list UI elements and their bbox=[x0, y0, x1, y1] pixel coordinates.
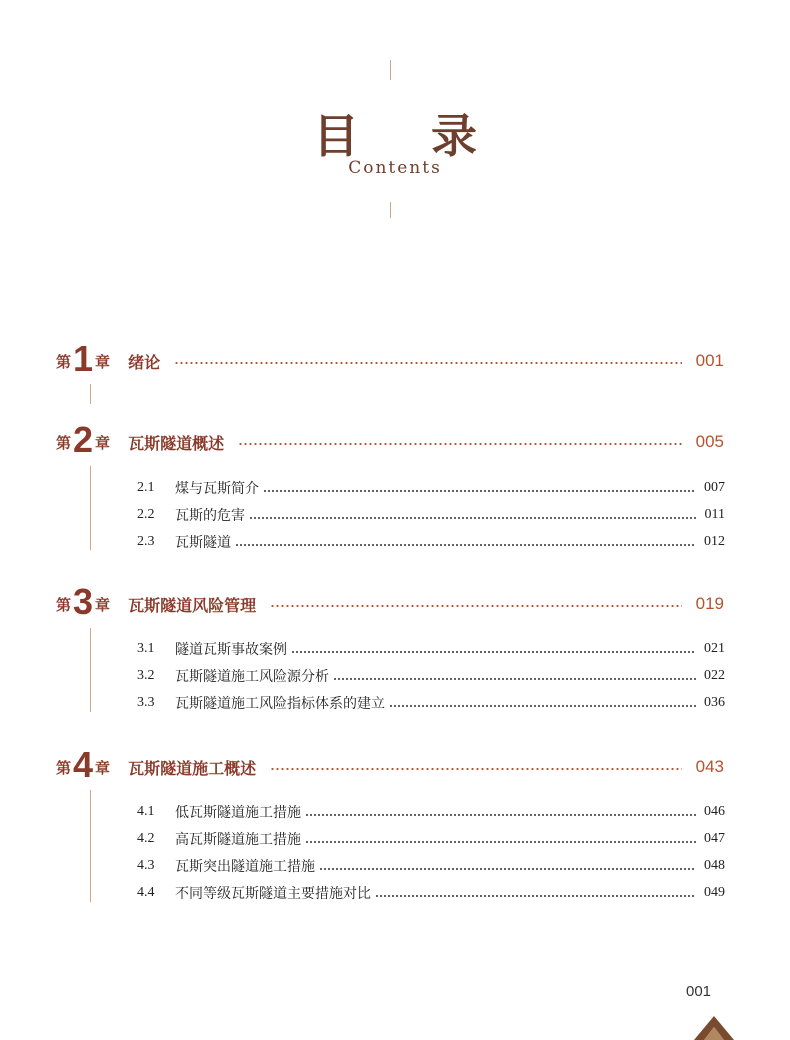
chapter-page: 005 bbox=[695, 432, 724, 451]
chapter-prefix: 第 bbox=[56, 595, 72, 614]
section-number: 3.3 bbox=[137, 695, 155, 710]
chapter-suffix: 章 bbox=[95, 595, 111, 614]
leader-dots bbox=[174, 362, 682, 364]
section-number: 4.3 bbox=[137, 858, 155, 873]
section-page: 021 bbox=[704, 641, 725, 656]
section-title: 低瓦斯隧道施工措施 bbox=[175, 805, 301, 821]
section-page: 007 bbox=[704, 480, 725, 495]
section-entry[interactable] bbox=[137, 800, 725, 824]
section-page: 022 bbox=[704, 668, 725, 683]
chapter-section-line bbox=[90, 466, 91, 550]
chapter-title: 瓦斯隧道概述 bbox=[128, 433, 225, 453]
section-page: 036 bbox=[704, 695, 725, 710]
section-entry[interactable] bbox=[137, 691, 725, 715]
section-title: 不同等级瓦斯隧道主要措施对比 bbox=[175, 886, 371, 902]
section-entry[interactable] bbox=[137, 827, 725, 851]
title-top-divider bbox=[390, 60, 391, 80]
section-page: 012 bbox=[704, 534, 725, 549]
chapter-section-line bbox=[90, 628, 91, 712]
section-number: 4.4 bbox=[137, 885, 155, 900]
chapter-entry[interactable] bbox=[56, 581, 724, 623]
chapter-number: 3 bbox=[73, 581, 94, 622]
section-title: 隧道瓦斯事故案例 bbox=[175, 642, 287, 658]
section-title: 瓦斯突出隧道施工措施 bbox=[175, 859, 315, 875]
chapter-page: 019 bbox=[695, 594, 724, 613]
section-title: 煤与瓦斯简介 bbox=[175, 481, 259, 497]
leader-dots bbox=[305, 841, 696, 843]
section-number: 2.1 bbox=[137, 480, 155, 495]
leader-dots bbox=[305, 814, 696, 816]
page-subtitle: Contents bbox=[348, 158, 442, 178]
section-page: 046 bbox=[704, 804, 725, 819]
leader-dots bbox=[291, 651, 696, 653]
chapter-suffix: 章 bbox=[95, 433, 111, 452]
section-entry[interactable] bbox=[137, 476, 725, 500]
section-title: 瓦斯的危害 bbox=[175, 508, 245, 524]
chapter-suffix: 章 bbox=[95, 758, 111, 777]
page-number: 001 bbox=[686, 983, 712, 1000]
section-number: 2.2 bbox=[137, 507, 155, 522]
leader-dots bbox=[238, 443, 682, 445]
leader-dots bbox=[319, 868, 696, 870]
section-entry[interactable] bbox=[137, 530, 725, 554]
leader-dots bbox=[270, 768, 682, 770]
section-page: 011 bbox=[704, 507, 725, 522]
section-title: 瓦斯隧道 bbox=[175, 535, 231, 551]
section-entry[interactable] bbox=[137, 664, 725, 688]
leader-dots bbox=[389, 705, 696, 707]
leader-dots bbox=[235, 544, 696, 546]
chapter-prefix: 第 bbox=[56, 352, 72, 371]
section-entry[interactable] bbox=[137, 503, 725, 527]
section-number: 3.2 bbox=[137, 668, 155, 683]
chapter-page: 043 bbox=[695, 757, 724, 776]
chapter-entry[interactable] bbox=[56, 338, 724, 380]
section-entry[interactable] bbox=[137, 637, 725, 661]
chapter-prefix: 第 bbox=[56, 758, 72, 777]
chapter-title: 瓦斯隧道风险管理 bbox=[128, 595, 257, 615]
leader-dots bbox=[375, 895, 696, 897]
section-number: 4.2 bbox=[137, 831, 155, 846]
chapter-prefix: 第 bbox=[56, 433, 72, 452]
title-bottom-divider bbox=[390, 202, 391, 218]
leader-dots bbox=[249, 517, 697, 519]
leader-dots bbox=[270, 605, 682, 607]
section-number: 4.1 bbox=[137, 804, 155, 819]
leader-dots bbox=[263, 490, 696, 492]
chapter-number: 4 bbox=[73, 744, 94, 785]
section-entry[interactable] bbox=[137, 881, 725, 905]
section-number: 2.3 bbox=[137, 534, 155, 549]
section-entry[interactable] bbox=[137, 854, 725, 878]
chapter-title: 瓦斯隧道施工概述 bbox=[128, 758, 257, 778]
section-number: 3.1 bbox=[137, 641, 155, 656]
section-title: 瓦斯隧道施工风险源分析 bbox=[175, 669, 329, 685]
chapter-number: 1 bbox=[73, 338, 94, 379]
page-title: 目 录 bbox=[312, 109, 505, 163]
triangle-logo-icon bbox=[694, 1016, 734, 1040]
leader-dots bbox=[333, 678, 696, 680]
chapter-suffix: 章 bbox=[95, 352, 111, 371]
section-title: 高瓦斯隧道施工措施 bbox=[175, 832, 301, 848]
chapter-section-line bbox=[90, 790, 91, 902]
chapter-title: 绪论 bbox=[128, 352, 161, 372]
chapter-page: 001 bbox=[695, 351, 724, 370]
section-page: 049 bbox=[704, 885, 725, 900]
section-title: 瓦斯隧道施工风险指标体系的建立 bbox=[175, 696, 385, 712]
chapter-entry[interactable] bbox=[56, 419, 724, 461]
chapter-number: 2 bbox=[73, 419, 94, 460]
chapter-connector-line bbox=[90, 384, 91, 404]
section-page: 048 bbox=[704, 858, 725, 873]
section-page: 047 bbox=[704, 831, 725, 846]
chapter-entry[interactable] bbox=[56, 744, 724, 786]
